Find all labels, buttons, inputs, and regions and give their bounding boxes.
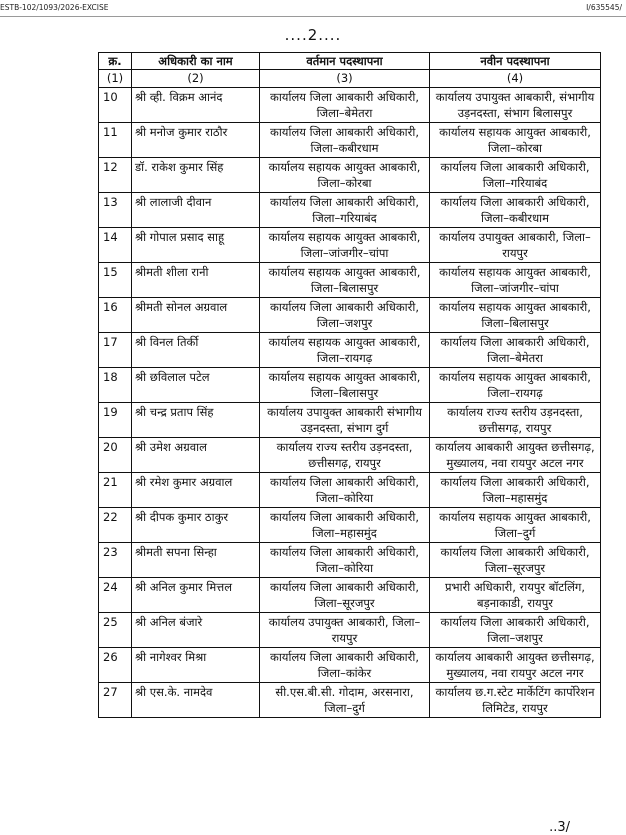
table-row [99, 683, 601, 718]
inward-number: I/635545/ [586, 3, 622, 12]
serial-number-cell: 24 [99, 578, 132, 613]
new-posting-cell: कार्यालय राज्य स्तरीय उड़नदस्ता, छत्तीसगढ़, रायपुर [430, 403, 601, 438]
table-row [99, 403, 601, 438]
current-posting-cell: कार्यालय उपायुक्त आबकारी संभागीय उड़नदस्ता, संभाग दुर्ग [260, 403, 430, 438]
table-row [99, 578, 601, 613]
new-posting-cell: कार्यालय सहायक आयुक्त आबकारी, जिला–कोरबा [430, 123, 601, 158]
serial-number-cell: 14 [99, 228, 132, 263]
officer-name-cell: डॉ. राकेश कुमार सिंह [132, 158, 260, 193]
table-row [99, 473, 601, 508]
serial-number-cell: 25 [99, 613, 132, 648]
table-row [99, 368, 601, 403]
table-row [99, 88, 601, 123]
file-reference: ESTB-102/1093/2026-EXCISE [0, 3, 109, 12]
current-posting-cell: सी.एस.बी.सी. गोदाम, अरसनारा, जिला–दुर्ग [260, 683, 430, 718]
column-number: (4) [430, 70, 601, 88]
column-number: (3) [260, 70, 430, 88]
table-row [99, 438, 601, 473]
table-row [99, 613, 601, 648]
next-page-marker: ..3/ [549, 820, 570, 835]
new-posting-cell: कार्यालय जिला आबकारी अधिकारी, जिला–कबीरधाम [430, 193, 601, 228]
column-number-row [99, 70, 601, 88]
current-posting-cell: कार्यालय सहायक आयुक्त आबकारी, जिला–बिलासपुर [260, 368, 430, 403]
new-posting-cell: कार्यालय उपायुक्त आबकारी, संभागीय उड़नदस्ता, संभाग बिलासपुर [430, 88, 601, 123]
new-posting-cell: कार्यालय जिला आबकारी अधिकारी, जिला–जशपुर [430, 613, 601, 648]
serial-number-cell: 15 [99, 263, 132, 298]
current-posting-cell: कार्यालय जिला आबकारी अधिकारी, जिला–कोरिया [260, 473, 430, 508]
officer-name-cell: श्री अनिल कुमार मित्तल [132, 578, 260, 613]
current-posting-cell: कार्यालय उपायुक्त आबकारी, जिला–रायपुर [260, 613, 430, 648]
table-row [99, 193, 601, 228]
new-posting-cell: कार्यालय छ.ग.स्टेट मार्केटिंग कार्पोरेशन लिमिटेड, रायपुर [430, 683, 601, 718]
serial-number-cell: 22 [99, 508, 132, 543]
table-row [99, 228, 601, 263]
officer-name-cell: श्री एस.के. नामदेव [132, 683, 260, 718]
serial-number-cell: 18 [99, 368, 132, 403]
new-posting-cell: कार्यालय सहायक आयुक्त आबकारी, जिला–दुर्ग [430, 508, 601, 543]
header-divider [0, 16, 626, 17]
current-posting-cell: कार्यालय जिला आबकारी अधिकारी, जिला–गरियाबंद [260, 193, 430, 228]
current-posting-cell: कार्यालय सहायक आयुक्त आबकारी, जिला–रायगढ़ [260, 333, 430, 368]
posting-table [98, 52, 601, 718]
column-header-officer-name: अधिकारी का नाम [132, 53, 260, 70]
serial-number-cell: 21 [99, 473, 132, 508]
column-number: (2) [132, 70, 260, 88]
new-posting-cell: कार्यालय जिला आबकारी अधिकारी, जिला–सूरजपुर [430, 543, 601, 578]
new-posting-cell: कार्यालय जिला आबकारी अधिकारी, जिला–गरियाबंद [430, 158, 601, 193]
officer-name-cell: श्री छविलाल पटेल [132, 368, 260, 403]
table-row [99, 123, 601, 158]
table-row [99, 298, 601, 333]
column-header-serial: क्र. [99, 53, 132, 70]
serial-number-cell: 27 [99, 683, 132, 718]
table-header-row [99, 53, 601, 70]
table-row [99, 263, 601, 298]
table-row [99, 508, 601, 543]
serial-number-cell: 10 [99, 88, 132, 123]
officer-name-cell: श्री चन्द्र प्रताप सिंह [132, 403, 260, 438]
officer-name-cell: श्री लालाजी दीवान [132, 193, 260, 228]
new-posting-cell: प्रभारी अधिकारी, रायपुर बॉटलिंग, बड़नाकाडी, रायपुर [430, 578, 601, 613]
officer-name-cell: श्रीमती सपना सिन्हा [132, 543, 260, 578]
current-posting-cell: कार्यालय जिला आबकारी अधिकारी, जिला–सूरजपुर [260, 578, 430, 613]
current-posting-cell: कार्यालय जिला आबकारी अधिकारी, जिला–जशपुर [260, 298, 430, 333]
serial-number-cell: 26 [99, 648, 132, 683]
current-posting-cell: कार्यालय जिला आबकारी अधिकारी, जिला–महासमुंद [260, 508, 430, 543]
current-posting-cell: कार्यालय जिला आबकारी अधिकारी, जिला–कांकेर [260, 648, 430, 683]
new-posting-cell: कार्यालय सहायक आयुक्त आबकारी, जिला–जांजगीर–चांपा [430, 263, 601, 298]
current-posting-cell: कार्यालय सहायक आयुक्त आबकारी, जिला–बिलासपुर [260, 263, 430, 298]
new-posting-cell: कार्यालय आबकारी आयुक्त छत्तीसगढ़, मुख्यालय, नवा रायपुर अटल नगर [430, 438, 601, 473]
document-header [0, 0, 626, 18]
serial-number-cell: 23 [99, 543, 132, 578]
new-posting-cell: कार्यालय आबकारी आयुक्त छत्तीसगढ़, मुख्यालय, नवा रायपुर अटल नगर [430, 648, 601, 683]
page-marker: ....2.... [284, 26, 342, 44]
current-posting-cell: कार्यालय जिला आबकारी अधिकारी, जिला–कोरिया [260, 543, 430, 578]
serial-number-cell: 13 [99, 193, 132, 228]
serial-number-cell: 12 [99, 158, 132, 193]
serial-number-cell: 17 [99, 333, 132, 368]
table-row [99, 158, 601, 193]
officer-name-cell: श्री रमेश कुमार अग्रवाल [132, 473, 260, 508]
officer-name-cell: श्री व्ही. विक्रम आनंद [132, 88, 260, 123]
current-posting-cell: कार्यालय जिला आबकारी अधिकारी, जिला–बेमेतरा [260, 88, 430, 123]
officer-name-cell: श्री गोपाल प्रसाद साहू [132, 228, 260, 263]
officer-name-cell: श्री मनोज कुमार राठौर [132, 123, 260, 158]
current-posting-cell: कार्यालय सहायक आयुक्त आबकारी, जिला–जांजगीर–चांपा [260, 228, 430, 263]
officer-name-cell: श्री नागेश्वर मिश्रा [132, 648, 260, 683]
officer-name-cell: श्री विनल तिर्की [132, 333, 260, 368]
officer-name-cell: श्री उमेश अग्रवाल [132, 438, 260, 473]
current-posting-cell: कार्यालय राज्य स्तरीय उड़नदस्ता, छत्तीसगढ़, रायपुर [260, 438, 430, 473]
serial-number-cell: 20 [99, 438, 132, 473]
new-posting-cell: कार्यालय सहायक आयुक्त आबकारी, जिला–बिलासपुर [430, 298, 601, 333]
current-posting-cell: कार्यालय जिला आबकारी अधिकारी, जिला–कबीरधाम [260, 123, 430, 158]
new-posting-cell: कार्यालय उपायुक्त आबकारी, जिला–रायपुर [430, 228, 601, 263]
column-header-new-posting: नवीन पदस्थापना [430, 53, 601, 70]
table-row [99, 543, 601, 578]
officer-name-cell: श्रीमती सोनल अग्रवाल [132, 298, 260, 333]
table-row [99, 648, 601, 683]
serial-number-cell: 11 [99, 123, 132, 158]
officer-name-cell: श्री अनिल बंजारे [132, 613, 260, 648]
column-number: (1) [99, 70, 132, 88]
new-posting-cell: कार्यालय जिला आबकारी अधिकारी, जिला–बेमेतरा [430, 333, 601, 368]
new-posting-cell: कार्यालय सहायक आयुक्त आबकारी, जिला–रायगढ़ [430, 368, 601, 403]
officer-name-cell: श्रीमती शीला रानी [132, 263, 260, 298]
serial-number-cell: 19 [99, 403, 132, 438]
current-posting-cell: कार्यालय सहायक आयुक्त आबकारी, जिला–कोरबा [260, 158, 430, 193]
officer-name-cell: श्री दीपक कुमार ठाकुर [132, 508, 260, 543]
column-header-current-posting: वर्तमान पदस्थापना [260, 53, 430, 70]
new-posting-cell: कार्यालय जिला आबकारी अधिकारी, जिला–महासमुंद [430, 473, 601, 508]
serial-number-cell: 16 [99, 298, 132, 333]
table-row [99, 333, 601, 368]
